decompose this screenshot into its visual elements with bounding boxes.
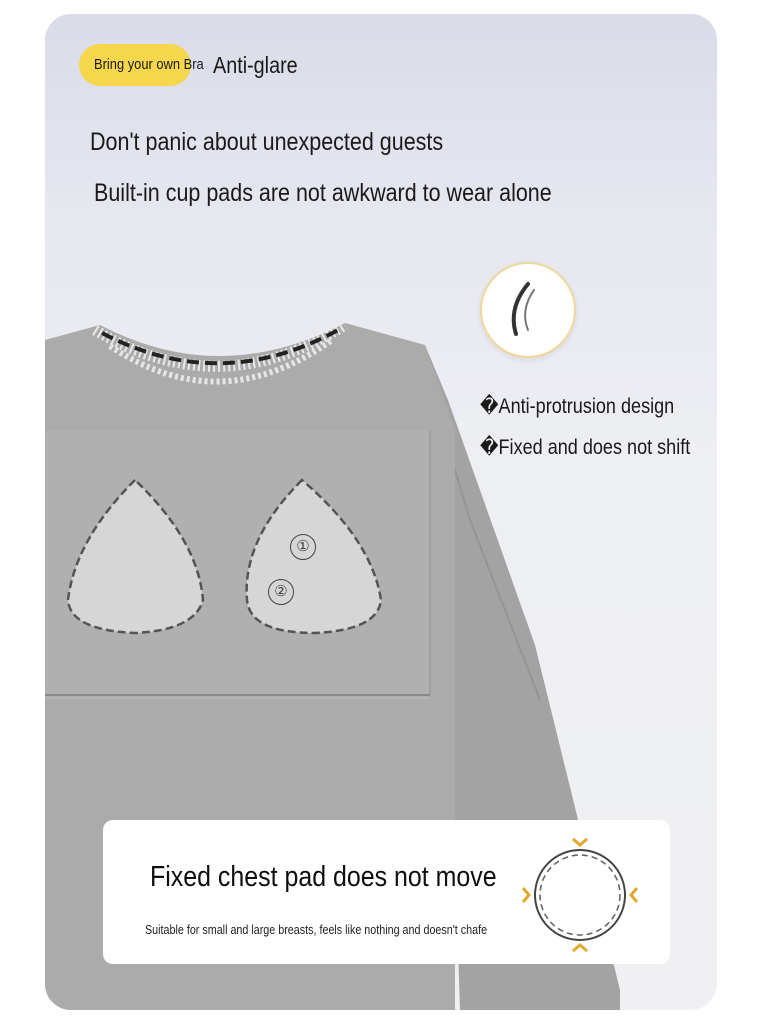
badge-label: Bring your own Bra (94, 56, 204, 73)
curved-pad-icon (482, 264, 574, 356)
pad-closeup-badge (480, 262, 576, 358)
circle-arrows-icon (515, 836, 645, 954)
headline-line-2: Built-in cup pads are not awkward to wear alone (94, 179, 552, 207)
pad-marker-1: ① (290, 534, 316, 560)
feature-item-fixed: �Fixed and does not shift (480, 436, 691, 459)
pad-marker-2: ② (268, 579, 294, 605)
feature-tag: Anti-glare (213, 52, 298, 78)
info-card-subtitle: Suitable for small and large breasts, feels like nothing and doesn't chafe (145, 923, 488, 937)
info-card-title: Fixed chest pad does not move (150, 861, 497, 893)
feature-item-anti-protrusion: �Anti-protrusion design (480, 395, 675, 418)
headline-line-1: Don't panic about unexpected guests (90, 128, 444, 156)
